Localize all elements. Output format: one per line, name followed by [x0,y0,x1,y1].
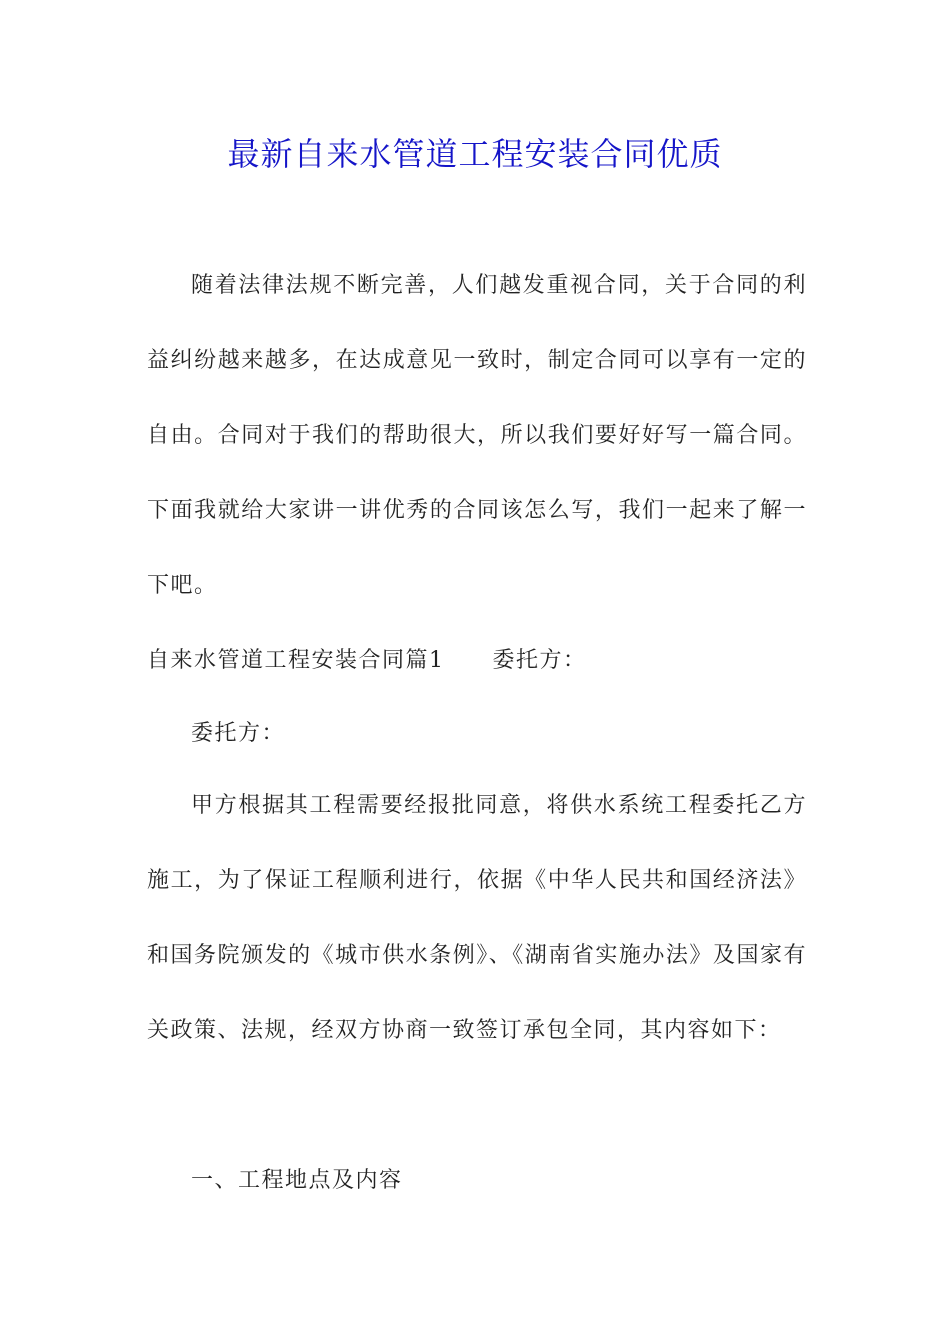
intro-paragraph: 随着法律法规不断完善，人们越发重视合同，关于合同的利益纠纷越来越多，在达成意见一致时，制定合同可以享有一定的自由。合同对于我们的帮助很大，所以我们要好好写一篇合同。下面我就给大家讲一讲优秀的合同该怎么写，我们一起来了解一下吧。 [147,273,807,598]
section-heading-1: 一、工程地点及内容 [191,1168,403,1193]
document-title: 最新自来水管道工程安装合同优质 [227,135,723,173]
contract-heading-line [147,641,807,681]
client-label: 委托方： [191,721,286,746]
client-label-inline: 委托方： [492,648,587,673]
contract-heading: 自来水管道工程安装合同篇1 [147,648,445,673]
main-paragraph: 甲方根据其工程需要经报批同意，将供水系统工程委托乙方施工，为了保证工程顺利进行，依据《中华人民共和国经济法》和国务院颁发的《城市供水条例》、《湖南省实施办法》及国家有关政策、法规，经双方协商一致签订承包全同，其内容如下： [147,793,807,1043]
